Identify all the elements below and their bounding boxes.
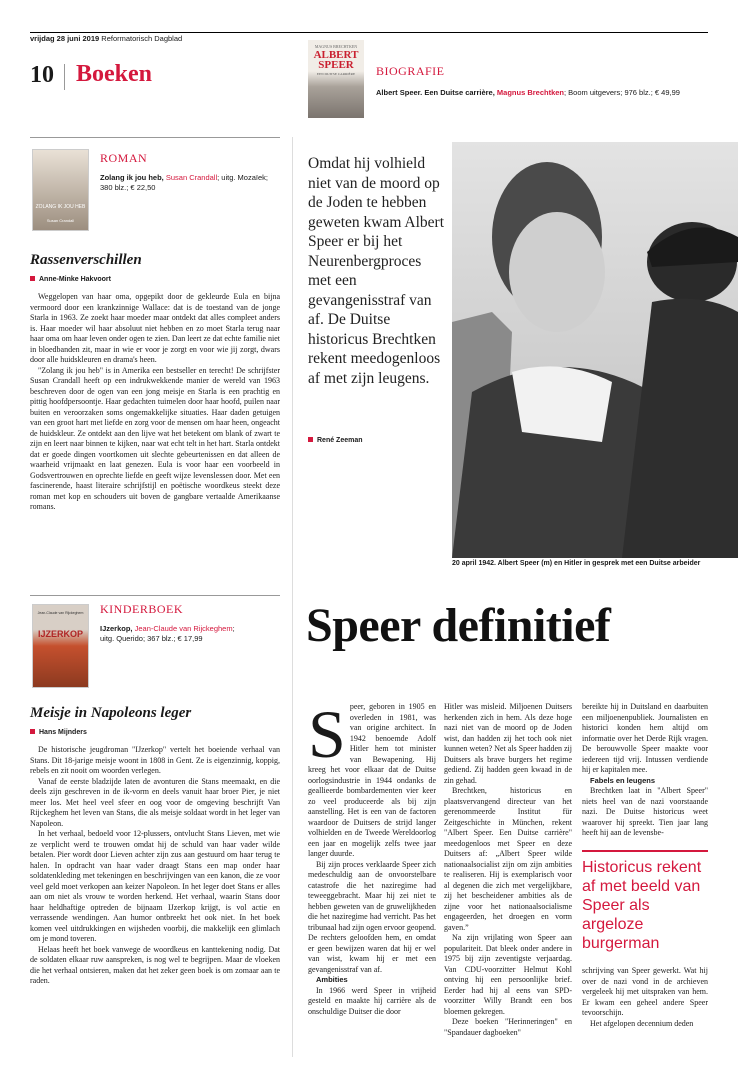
book-title: IJzerkop, — [100, 624, 133, 633]
book-details: ; Boom uitgevers; 976 blz.; € 49,99 — [564, 88, 680, 97]
article-column-1 — [308, 696, 436, 1017]
paragraph: Hitler was misleid. Miljoenen Duitsers herkenden zich in hem. Als deze hoge nazi niet van de moord op de Joden wist, dan hadden zij het toch ook niet kunnen weten? Net als Speer hadden zij Duitsers als brave burgers het regime gediend. Zij hadden geen kwaad in de zin gehad. — [444, 702, 572, 785]
paragraph: peer, geboren in 1905 en overleden in 1981, was van origine architect. In 1942 benoemde Adolf Hitler hem tot minister van Bewapening. Hij kreeg het voor elkaar dat de Duitse oorlogsindustrie in 1944 ondanks de geallieerde bombardementen vier keer zo veel produceerde als bij zijn aanstelling. Het is een van de factoren waardoor de Duitsers de strijd langer volhielden en de Tweede Wereldoorlog een jaar en mogelijk zelfs twee jaar langer duurde. — [308, 702, 436, 858]
paragraph: In het verhaal, bedoeld voor 12-plussers, ontvlucht Stans Lieven, met wie ze verplicht werd te trouwen omdat hij de schuld van haar vader wilde betalen. Pier wordt door Lieven achter zijn zus aan gestuurd om haar terug te halen. In opdracht van haar vader draagt Stans een map onder haar soldatenkleding met tekeningen en beschrijvingen van een kanon, die ze voor veel geld moet verkopen aan keizer Napoleon. In het leger doet Stans er alles aan om niet als vrouw te worden herkend. Het verhaal, waarin Stans door haar heldhaftige optreden de bijnaam IJzerkop krijgt, is vol actie en verrassende wendingen. Aan humor ontbreekt het ook niet. In het boek komen veel uitdrukkingen en wijsheden voorbij, die makkelijk een glimlach om je mond toveren. — [30, 829, 280, 943]
book-title: Zolang ik jou heb, — [100, 173, 164, 182]
book-author: Jean-Claude van Rijckeghem — [134, 624, 233, 633]
paragraph: Bij zijn proces verklaarde Speer zich medeschuldig aan de onvoorstelbare catastrofe die het naziregime had teweeggebracht. Maar hij zei niet te hebben geweten van de gruwelijkheden die het naziregime had verricht. Pas het tribunaal had zijn ogen ervoor geopend. De rechters geloofden hem, en omdat er geen bewijzen waren dat hij er wel van wist, kwam hij er met een gevangenisstraf van af. — [308, 859, 436, 974]
article-headline: Speer definitief — [306, 599, 611, 652]
paper-name: Reformatorisch Dagblad — [101, 34, 183, 43]
roman-byline: Anne-Minke Hakvoort — [30, 276, 111, 283]
article-column-2 — [444, 702, 572, 1038]
article-intro: Omdat hij volhield niet van de moord op de Joden te hebben geweten kwam Albert Speer er bij het Neurenbergproces met een gevangenisstraf van af. De Duitse historicus Brechtken rekent meedogenloos af met zijn leugens. — [308, 155, 445, 387]
book-details: ; uitg. Mozaïek; 380 blz.; € 22,50 — [100, 173, 268, 192]
paragraph: Helaas heeft het boek vanwege de woordkeus en kanttekening nodig. Dat de soldaten elkaar ruw aanspreken, is nog wel te begrijpen. Maar de vloeken die het verhaal ontsieren, maken dat het zeker geen boek is om zomaar aan te raden. — [30, 944, 280, 985]
paragraph: Brechtken laat in "Albert Speer" niets heel van de nazi voorstaande nazi. De Duitse historicus weet waarover hij spreekt. Tien jaar lang heeft hij aan de levensbe- — [582, 786, 708, 837]
biography-book-cover — [308, 40, 364, 118]
cover-title: ALBERT SPEER — [313, 49, 359, 71]
biography-label: BIOGRAFIE — [376, 64, 445, 78]
column-rule — [292, 137, 293, 1057]
cover-subtitle: EEN DUITSE CARRIÈRE — [316, 72, 356, 76]
article-column-3-continued — [582, 966, 708, 1029]
roman-review-title: Rassenverschillen — [30, 252, 142, 268]
cover-author: Susan Crandall — [46, 218, 75, 223]
kinderboek-byline: Hans Mijnders — [30, 729, 87, 736]
article-byline: René Zeeman — [308, 437, 363, 444]
cover-title: ZOLANG IK JOU HEB — [35, 204, 86, 210]
kinderboek-book-cover — [32, 604, 89, 688]
kinderboek-review-body — [30, 745, 280, 987]
paragraph: Vanaf de eerste bladzijde laten de avonturen die Stans meemaakt, en die deels zijn geschreven in de ik-vorm en deels vanuit haar broer Pier, je niet meer los. Met heel veel sfeer en oog voor de omgeving beschrijft Van Rijckeghem het leven van Stans, die als meisje soldaat wordt in het leger van Napoleon. — [30, 776, 280, 828]
kinderboek-meta — [100, 624, 250, 644]
kinderboek-review-title: Meisje in Napoleons leger — [30, 705, 192, 721]
pull-quote: Historicus rekent af met beeld van Speer als argeloze burgerman — [582, 850, 708, 953]
cover-title: IJZERKOP — [37, 629, 83, 639]
paragraph: bereikte hij in Duitsland en daarbuiten een miljoenenpubliek. Journalisten en historici konden hem altijd om informatie over het Derde Rijk vragen. De berouwvolle Speer maakte voor iedereen tijd vrij. Intussen verdiende hij er kapitalen mee. — [582, 702, 708, 774]
dateline — [30, 34, 182, 43]
book-author: Magnus Brechtken — [496, 88, 565, 97]
paragraph: Na zijn vrijlating won Speer aan populariteit. Dat bleek onder andere in 1975 bij zijn zeventigste verjaardag. Van CDU-voorzitter Helmut Kohl ontving hij een persoonlijke brief. Eerder had hij al eens van SPD-voorzitter Willy Brandt een bos bloemen gekregen. — [444, 933, 572, 1016]
paragraph: De historische jeugdroman "IJzerkop" vertelt het boeiende verhaal van Stans. Dit 18-jarige meisje woont in 1808 in Gent. Ze is eigenzinnig, koppig, rebels en zit nooit om woorden verlegen. — [30, 745, 280, 775]
historic-photo — [452, 142, 738, 558]
subheading: Ambities — [316, 975, 348, 984]
paragraph: schrijving van Speer gewerkt. Wat hij over de nazi vond in de archieven vergeleek hij met uitspraken van hem. Er kwam een geheel andere Speer tevoorschijn. — [582, 966, 708, 1017]
book-title: Albert Speer. Een Duitse carrière, — [376, 88, 495, 97]
paragraph: Brechtken, historicus en plaatsvervangend directeur van het gerenommeerde Institut für Zeitgeschichte in München, rekent "Albert Speer. Een Duitse carrière" meedogenloos met Speer en deze Duitsers af: „Albert Speer wilde nationaalsocialist zijn om zijn ambities te realiseren. Hij is exemplarisch voor al degenen die zich met vergelijkbare, zij het bescheidener ambities als de zijne voor het nationaalsocialisme engageerden, het droegen en vorm gaven.” — [444, 786, 572, 932]
page-number: 10 — [30, 62, 54, 88]
photo-caption: 20 april 1942. Albert Speer (m) en Hitler in gesprek met een Duitse arbeider — [452, 560, 701, 567]
biography-meta — [376, 88, 716, 98]
kinderboek-label: KINDERBOEK — [100, 602, 183, 616]
roman-label: ROMAN — [100, 151, 148, 165]
divider — [30, 595, 280, 596]
article-column-3 — [582, 702, 708, 839]
book-details: ; uitg. Querido; 367 blz.; € 17,99 — [100, 624, 235, 643]
paragraph: Het afgelopen decennium deden — [590, 1018, 694, 1028]
cover-author: Jean-Claude van Rijckeghem — [37, 611, 84, 615]
book-author: Susan Crandall — [165, 173, 218, 182]
roman-review-body — [30, 292, 280, 513]
header-separator — [64, 64, 65, 90]
header-rule — [30, 32, 708, 33]
roman-book-cover — [32, 149, 89, 231]
cover-author: MAGNUS BRECHTKEN — [314, 44, 358, 49]
roman-meta — [100, 173, 280, 193]
subheading: Fabels en leugens — [590, 775, 656, 785]
paragraph: Weggelopen van haar oma, opgepikt door de gekleurde Eula en bijna vermoord door een krankzinnige Wallace: dat is de toestand van de jonge Starla in 1963. Ze zoekt haar moeder maar ontdekt dat alles compleet anders is. Haar moeder wil haar absoluut niet hebben en zo moet Starla terug naar haar oma om haar leven onder ogen te zien. Dan leert ze dat echte familie niet in bloedbanden zit, maar in wie er voor je zorgt en voor wie jij zorgt, dwars door alle huidskleuren en drama's heen. — [30, 292, 280, 364]
paragraph: Deze boeken "Herinneringen" en "Spandauer dagboeken" — [444, 1017, 572, 1037]
drop-cap: S — [308, 696, 346, 772]
photo-illustration — [452, 142, 738, 558]
issue-date: vrijdag 28 juni 2019 — [30, 34, 100, 43]
divider — [30, 137, 280, 138]
paragraph: "Zolang ik jou heb" is in Amerika een bestseller en terecht! De schrijfster Susan Crandall heeft op een indrukwekkende manier de wereld van 1963 beschreven door de ogen van een jong meisje en Starla is een prachtig en pittig hoofdpersoontje. Haar gedachten tuimelen door haar hoofd, puilen naar buiten en veroorzaken soms ongemakkelijke situaties. Haar daden getuigen van een groot hart met liefde en zorg voor de mensen om haar heen, ongeacht de huidskleur. Ze ontdekt aan den lijve wat het betekent om blank of zwart te zijn en leert naar binnen te kijken, naar wat echt telt in het hart. Starla ontdekt dat er goede dingen voortkomen uit slechte gebeurtenissen en dat alleen de waarheid vrijmaakt en laat genezen. Eula is voor haar een voorbeeld in Godsvertrouwen en oprechte liefde en geeft wijze levenslessen door. Met een fascinerende, haast literaire schrijfstijl en poëtische woordkeus steekt deze roman met kop en schouders uit boven de gangbare vertaalde Amerikaanse romans. — [30, 365, 280, 511]
section-title: Boeken — [76, 61, 153, 87]
paragraph: In 1966 werd Speer in vrijheid gesteld en maakte hij carrière als de onschuldige Duitser die door — [308, 985, 436, 1016]
